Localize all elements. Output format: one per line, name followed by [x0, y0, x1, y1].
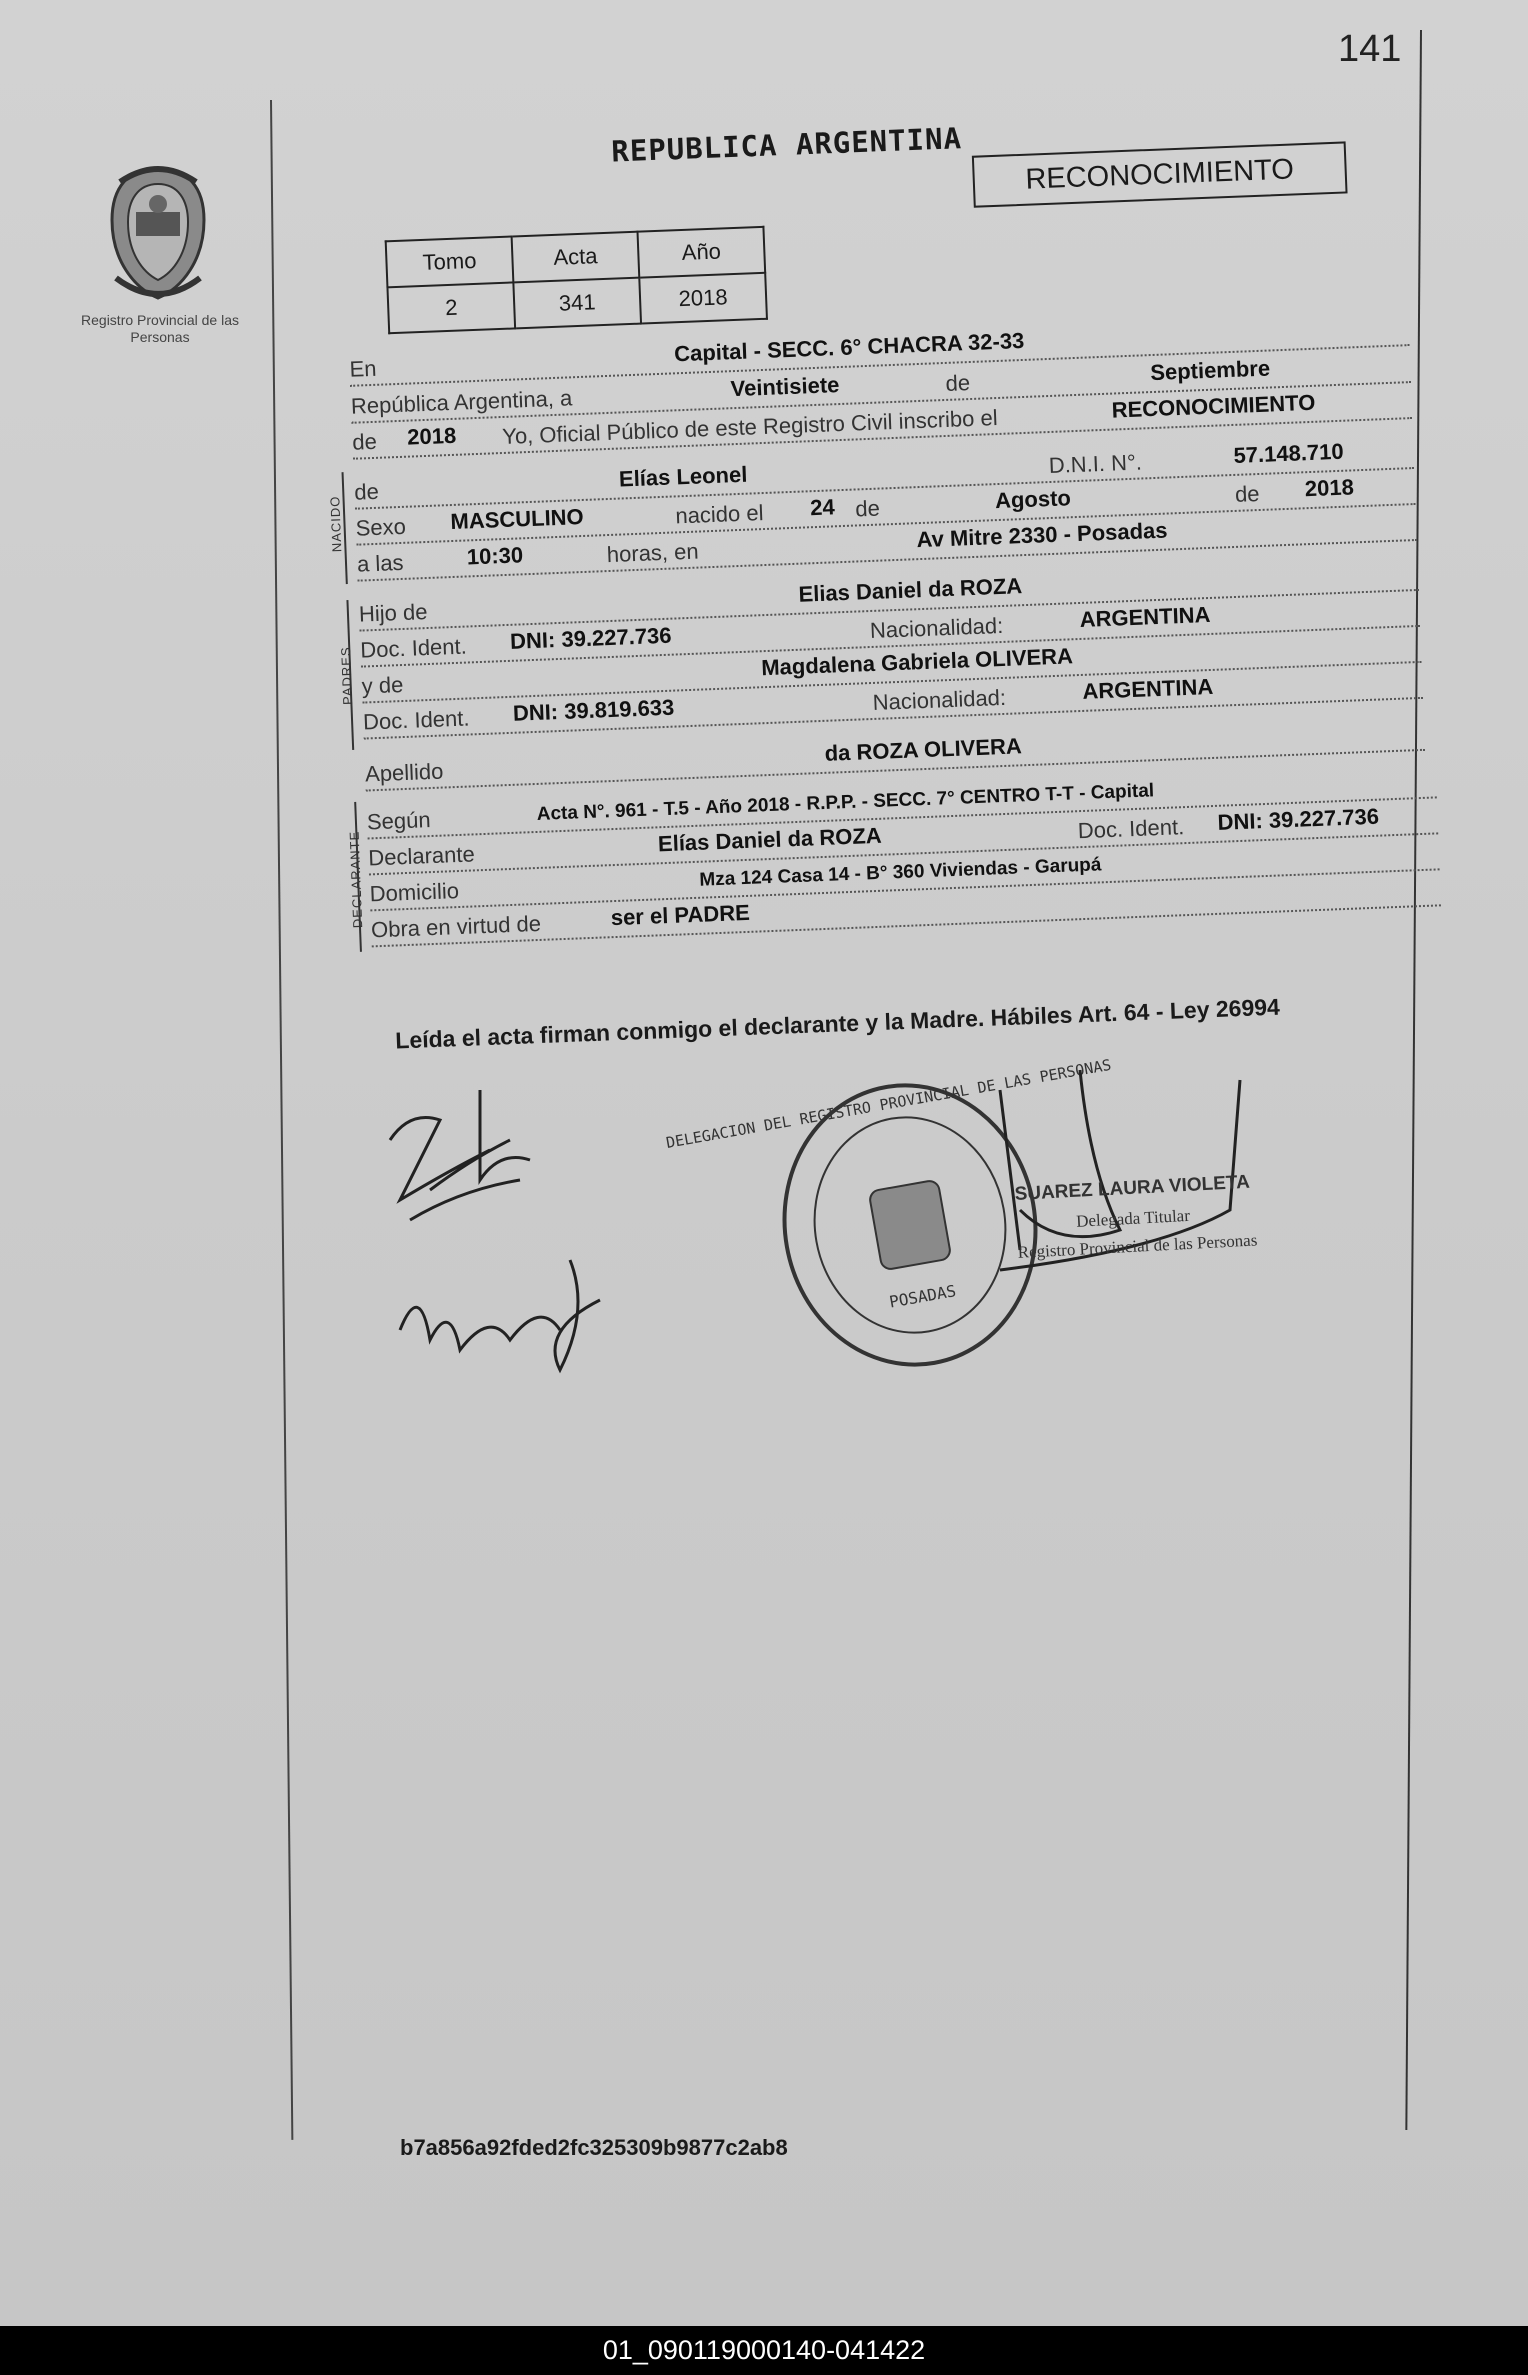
- birth-year-value: 2018: [1304, 474, 1355, 502]
- mother-value: Magdalena Gabriela OLIVERA: [760, 643, 1074, 681]
- a-las-label: a las: [356, 549, 404, 577]
- birth-month-value: Agosto: [994, 485, 1072, 514]
- mother-nat-value: ARGENTINA: [1082, 673, 1214, 704]
- day-value: Veintisiete: [730, 372, 840, 402]
- closing-text: Leída el acta firman conmigo el declarante y la Madre. Hábiles Art. 64 - Ley 26994: [394, 993, 1281, 1054]
- document-hash: b7a856a92fded2fc325309b9877c2ab8: [400, 2135, 788, 2160]
- country-title: REPUBLICA ARGENTINA: [610, 121, 963, 169]
- acta-header: Acta: [512, 232, 640, 283]
- nacionalidad2-label: Nacionalidad:: [872, 684, 1007, 715]
- province-emblem-icon: [98, 160, 218, 305]
- father-nat-value: ARGENTINA: [1079, 601, 1211, 632]
- child-dni-value: 57.148.710: [1233, 438, 1345, 468]
- domicilio-label: Domicilio: [369, 878, 460, 907]
- official-name: SUAREZ LAURA VIOLETA: [1014, 1171, 1251, 1205]
- father-value: Elias Daniel da ROZA: [798, 573, 1023, 607]
- segun-value: Acta N°. 961 - T.5 - Año 2018 - R.P.P. - SECC. 7° CENTRO T-T - Capital: [536, 780, 1155, 825]
- signatures-graphic: [360, 1050, 1360, 1430]
- act-type-box: RECONOCIMIENTO: [972, 141, 1348, 207]
- birth-day-value: 24: [809, 494, 836, 521]
- official-role: Delegada Titular: [1075, 1205, 1191, 1231]
- mother-doc-value: DNI: 39.819.633: [512, 694, 675, 726]
- sexo-value: MASCULINO: [450, 503, 585, 535]
- apellido-value: da ROZA OLIVERA: [824, 733, 1023, 766]
- nacido-side-label: NACIDO: [327, 495, 345, 553]
- republica-label: República Argentina, a: [350, 385, 573, 419]
- nacido-el-label: nacido el: [674, 500, 764, 529]
- month-value: Septiembre: [1149, 355, 1271, 386]
- de3-label: de: [353, 478, 380, 505]
- page-number: 141: [1338, 28, 1402, 70]
- nacionalidad-label: Nacionalidad:: [869, 612, 1004, 644]
- declarante-doc-value: DNI: 39.227.736: [1217, 803, 1380, 835]
- registry-table: [385, 226, 768, 335]
- obra-value: ser el PADRE: [610, 899, 751, 931]
- dni-label: D.N.I. N°.: [1048, 449, 1143, 479]
- tomo-value: 2: [387, 282, 515, 333]
- acta-value: 341: [513, 278, 641, 329]
- place-value: Capital - SECC. 6° CHACRA 32-33: [673, 327, 1025, 367]
- stamp-ring-text: DELEGACION DEL REGISTRO PROVINCIAL DE LAS PERSONAS: [664, 1055, 1113, 1152]
- declarante-side-label: DECLARANTE: [346, 830, 366, 929]
- child-name-value: Elías Leonel: [618, 461, 748, 492]
- de-label: de: [945, 370, 971, 396]
- doc-ident3-label: Doc. Ident.: [1077, 814, 1185, 844]
- declarante-label: Declarante: [367, 841, 476, 871]
- father-doc-value: DNI: 39.227.736: [509, 622, 672, 654]
- de5-label: de: [1234, 480, 1260, 507]
- officer-label: Yo, Oficial Público de este Registro Civil inscribo el: [501, 404, 999, 449]
- y-de-label: y de: [361, 671, 404, 699]
- year-value: 2018: [406, 422, 457, 450]
- padres-side-label: PADRES: [337, 646, 356, 706]
- footer-code: 01_090119000140-041422: [602, 2335, 926, 2365]
- sexo-label: Sexo: [355, 513, 407, 541]
- domicilio-value: Mza 124 Casa 14 - B° 360 Viviendas - Garupá: [699, 854, 1102, 891]
- horas-en-label: horas, en: [606, 538, 700, 568]
- doc-ident-label: Doc. Ident.: [359, 633, 468, 663]
- birth-place-value: Av Mitre 2330 - Posadas: [916, 517, 1168, 553]
- de2-label: de: [351, 428, 378, 455]
- segun-label: Según: [366, 807, 432, 835]
- de4-label: de: [854, 495, 881, 522]
- apellido-label: Apellido: [364, 758, 444, 787]
- obra-label: Obra en virtud de: [370, 910, 542, 943]
- doc-ident2-label: Doc. Ident.: [362, 705, 470, 735]
- official-office: Registro Provincial de las Personas: [1017, 1230, 1258, 1262]
- stamp-city: POSADAS: [887, 1281, 958, 1312]
- birth-time-value: 10:30: [466, 542, 524, 570]
- certificate-body: [327, 79, 1456, 1080]
- anio-header: Año: [638, 227, 766, 278]
- declarante-value: Elías Daniel da ROZA: [657, 822, 883, 857]
- en-label: En: [349, 355, 377, 382]
- hijo-de-label: Hijo de: [358, 599, 428, 627]
- registry-caption: Registro Provincial de las Personas: [81, 312, 239, 345]
- anio-value: 2018: [639, 273, 767, 324]
- signature-area: [360, 1050, 1360, 1430]
- inscribed-value: RECONOCIMIENTO: [1111, 389, 1316, 423]
- tomo-header: Tomo: [386, 236, 514, 287]
- official-name-stamp: [1014, 1171, 1258, 1261]
